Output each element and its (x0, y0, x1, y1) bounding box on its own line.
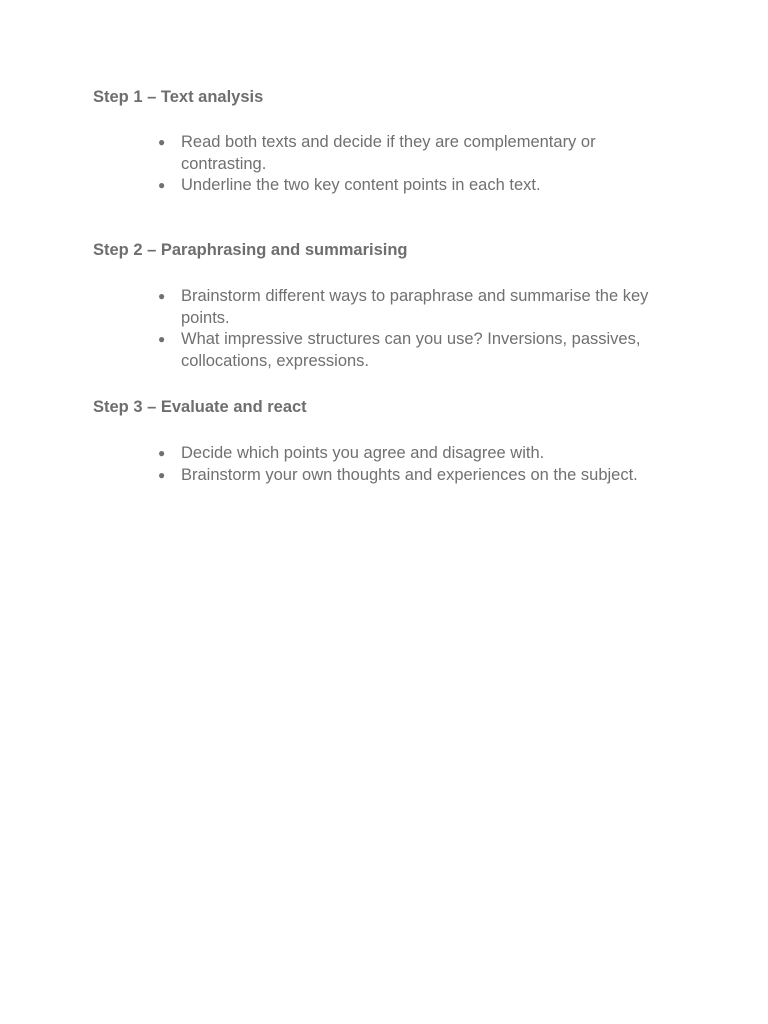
list-item-text: Brainstorm different ways to paraphrase and summarise the key points. (181, 287, 649, 327)
list-item-text: Brainstorm your own thoughts and experiences on the subject. (181, 465, 638, 484)
bullet-icon: ● (158, 178, 166, 193)
section-2-list (158, 286, 678, 373)
list-item (158, 443, 678, 465)
section-2-heading: Step 2 – Paraphrasing and summarising (93, 241, 408, 259)
section-1-list (158, 132, 678, 197)
list-item (158, 132, 678, 175)
list-item-text: Decide which points you agree and disagree with. (181, 444, 545, 462)
section-3-list (158, 443, 678, 486)
bullet-icon: ● (158, 289, 166, 303)
section-1-heading: Step 1 – Text analysis (93, 88, 264, 106)
bullet-icon: ● (158, 467, 166, 482)
list-item (158, 175, 678, 197)
list-item (158, 286, 678, 329)
list-item (158, 329, 678, 372)
list-item-text: What impressive structures can you use? Inversions, passives, collocations, expressions. (181, 330, 641, 371)
bullet-icon: ● (158, 332, 166, 347)
list-item-text: Read both texts and decide if they are complementary or contrasting. (181, 133, 596, 173)
bullet-icon: ● (158, 446, 166, 460)
bullet-icon: ● (158, 135, 166, 149)
list-item-text: Underline the two key content points in each text. (181, 176, 541, 195)
list-item (158, 465, 678, 487)
section-3-heading: Step 3 – Evaluate and react (93, 398, 307, 416)
